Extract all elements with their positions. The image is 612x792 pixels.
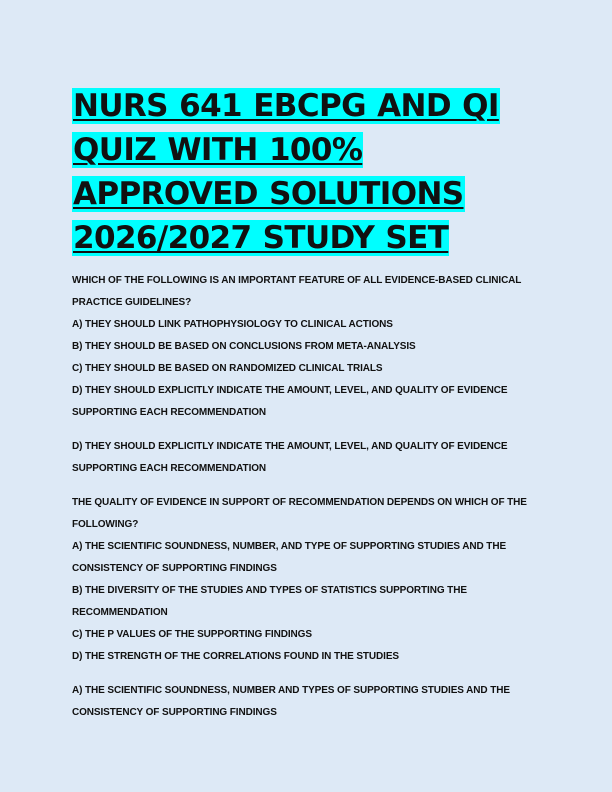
correct-answer-block [72,436,542,480]
answer-option: C) THE P VALUES OF THE SUPPORTING FINDINGS [72,629,312,640]
correct-answer-block [72,680,542,724]
block-gap [72,668,542,680]
answer-option: D) THE STRENGTH OF THE CORRELATIONS FOUND IN THE STUDIES [72,651,399,662]
questions-container [72,270,542,724]
document-title [72,84,542,260]
answer-option: CONSISTENCY OF SUPPORTING FINDINGS [72,563,277,574]
answer-option: D) THEY SHOULD EXPLICITLY INDICATE THE AMOUNT, LEVEL, AND QUALITY OF EVIDENCE [72,385,508,396]
answer-option: A) THE SCIENTIFIC SOUNDNESS, NUMBER, AND TYPE OF SUPPORTING STUDIES AND THE [72,541,507,552]
block-gap [72,424,542,436]
answer-option: B) THEY SHOULD BE BASED ON CONCLUSIONS FROM META-ANALYSIS [72,341,416,352]
question-text: THE QUALITY OF EVIDENCE IN SUPPORT OF RECOMMENDATION DEPENDS ON WHICH OF THE [72,497,527,508]
correct-answer: D) THEY SHOULD EXPLICITLY INDICATE THE AMOUNT, LEVEL, AND QUALITY OF EVIDENCE [72,441,508,452]
correct-answer: SUPPORTING EACH RECOMMENDATION [72,463,267,474]
question-block [72,270,542,424]
question-text: FOLLOWING? [72,519,139,530]
correct-answer: CONSISTENCY OF SUPPORTING FINDINGS [72,707,277,718]
question-text: WHICH OF THE FOLLOWING IS AN IMPORTANT FEATURE OF ALL EVIDENCE-BASED CLINICAL [72,275,522,286]
answer-option: SUPPORTING EACH RECOMMENDATION [72,407,267,418]
document-title-text: NURS 641 EBCPG AND QI QUIZ WITH 100% APPROVED SOLUTIONS 2026/2027 STUDY SET [73,88,499,256]
answer-option: C) THEY SHOULD BE BASED ON RANDOMIZED CLINICAL TRIALS [72,363,383,374]
correct-answer: A) THE SCIENTIFIC SOUNDNESS, NUMBER AND TYPES OF SUPPORTING STUDIES AND THE [72,685,510,696]
answer-option: B) THE DIVERSITY OF THE STUDIES AND TYPES OF STATISTICS SUPPORTING THE [72,585,467,596]
question-text: PRACTICE GUIDELINES? [72,297,192,308]
answer-option: A) THEY SHOULD LINK PATHOPHYSIOLOGY TO CLINICAL ACTIONS [72,319,393,330]
answer-option: RECOMMENDATION [72,607,168,618]
block-gap [72,480,542,492]
question-block [72,492,542,668]
